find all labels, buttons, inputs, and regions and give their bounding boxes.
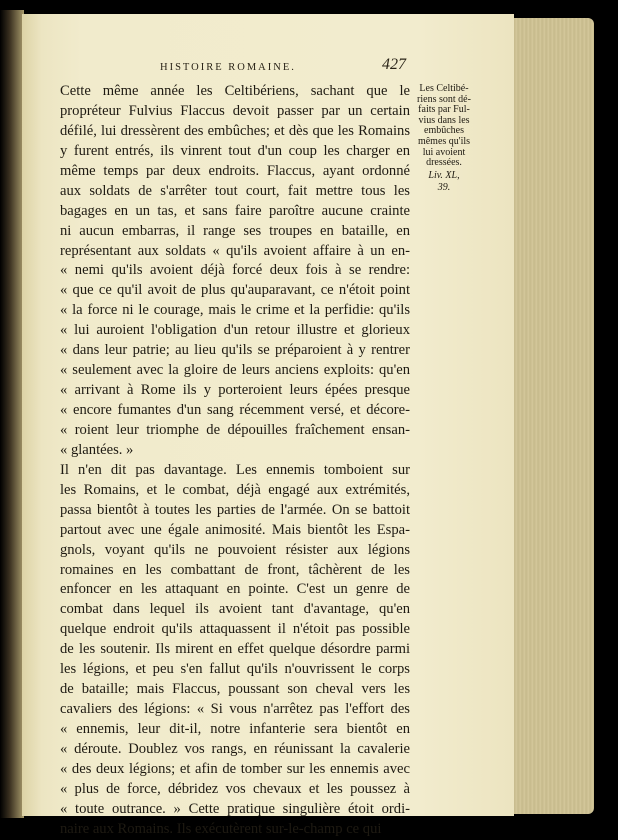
text-line: même temps par deux endroits. Flaccus, ayant ordonné <box>60 162 410 179</box>
text-line: représentant aux soldats « qu'ils avoient affaire à un en- <box>60 242 410 259</box>
text-line: partout avec une égale animosité. Mais bientôt les Espa- <box>60 521 410 538</box>
running-head: HISTOIRE ROMAINE. <box>160 62 296 73</box>
text-line: « dans leur patrie; au lieu qu'ils se préparoient à y rentrer <box>60 342 410 359</box>
text-line: naire aux Romains. Ils exécutèrent sur-le-champ ce qui <box>60 820 382 837</box>
margin-note-line: mêmes qu'ils <box>417 135 471 147</box>
text-line: romaines en les combattant de front, tâchèrent de les <box>60 561 410 578</box>
text-line: « plus de force, débridez vos chevaux et les poussez à <box>60 780 410 797</box>
text-line: Il n'en dit pas davantage. Les ennemis tomboient sur <box>60 461 410 478</box>
margin-reference: 39. <box>437 182 451 194</box>
text-line: y furent entrés, ils vinrent tout d'un coup les charger en <box>60 142 410 159</box>
text-line: enfoncer en les attaquant en pointe. C'est un genre de <box>60 581 410 598</box>
margin-note-line: embûches <box>424 125 464 137</box>
margin-reference: Liv. XL, <box>428 169 460 181</box>
text-line: « déroute. Doublez vos rangs, en réunissant la cavalerie <box>60 740 410 757</box>
margin-note <box>414 84 474 194</box>
text-line: « la force ni le courage, mais le crime et la perfidie: qu'ils <box>60 302 410 319</box>
margin-note-line: lui avoient <box>422 146 466 158</box>
text-line: « glantées. » <box>60 441 134 458</box>
text-line: les Romains, et le combat, déjà engagé aux extrémités, <box>60 481 410 498</box>
margin-note-line: faits par Ful- <box>418 104 470 116</box>
text-line: de les soutenir. Ils mirent en effet quelque désordre parmi <box>60 641 410 658</box>
text-line: « encore fumantes d'un sang récemment versé, et décore- <box>60 402 410 418</box>
text-line: gnols, voyant qu'ils ne pouvoient résister aux légions <box>60 541 410 558</box>
margin-note-line: dressées. <box>426 157 462 169</box>
text-line: « toute outrance. » Cette pratique singulière étoit ordi- <box>60 800 410 817</box>
text-line: « lui auroient l'obligation d'un retour illustre et glorieux <box>60 322 410 339</box>
margin-note-line: Les Celtibé- <box>419 83 469 94</box>
body-text <box>60 82 410 840</box>
page-number: 427 <box>382 56 406 73</box>
text-line: combat dans lequel ils avoient tant d'avantage, qu'en <box>60 601 410 618</box>
text-line: cavaliers des légions: « Si vous n'arrêtez pas l'effort des <box>60 701 410 718</box>
text-line: « nemi qu'ils avoient déjà forcé deux fois à se rendre: <box>60 262 410 279</box>
text-line: défilé, lui dressèrent des embûches; et dès que les Romains <box>60 122 410 139</box>
spine-shadow <box>0 10 24 818</box>
text-line: « roient leur triomphe de dépouilles fraîchement ensan- <box>60 421 410 438</box>
text-line: ni aucun embarras, il range ses troupes en bataille, en <box>60 222 410 239</box>
text-line: « arrivant à Rome ils y porteroient leurs épées presque <box>60 382 410 399</box>
page-edges <box>514 18 594 814</box>
text-line: les légions, et peu s'en fallut qu'ils n'ouvrissent le corps <box>60 661 410 678</box>
text-line: « ennemis, leur dit-il, notre infanterie sera bientôt en <box>60 721 410 737</box>
text-line: de bataille; mais Flaccus, poussant son cheval vers les <box>60 681 410 698</box>
margin-note-line: vius dans les <box>418 114 470 126</box>
margin-note-line: riens sont dé- <box>417 93 471 105</box>
text-line: aux soldats de s'arrêter tout court, fait mettre tous les <box>60 182 410 199</box>
text-line: « que ce qu'il avoit de plus qu'auparavant, ce n'étoit point <box>60 282 410 299</box>
text-line: quelque endroit qu'ils attaquassent il n'étoit pas possible <box>60 621 410 638</box>
text-line: « des deux légions; et afin de tomber sur les ennemis avec <box>60 760 410 777</box>
text-line: « seulement avec la gloire de leurs anciens exploits: qu'en <box>60 362 410 379</box>
text-line: bagages en un tas, et sans faire paroître aucune crainte <box>60 202 410 219</box>
text-line: propréteur Fulvius Flaccus devoit passer par un certain <box>60 102 410 119</box>
text-line: Cette même année les Celtibériens, sachant que le <box>60 83 410 99</box>
text-line: passa bientôt à toutes les parties de l'armée. On se battoit <box>60 501 410 518</box>
